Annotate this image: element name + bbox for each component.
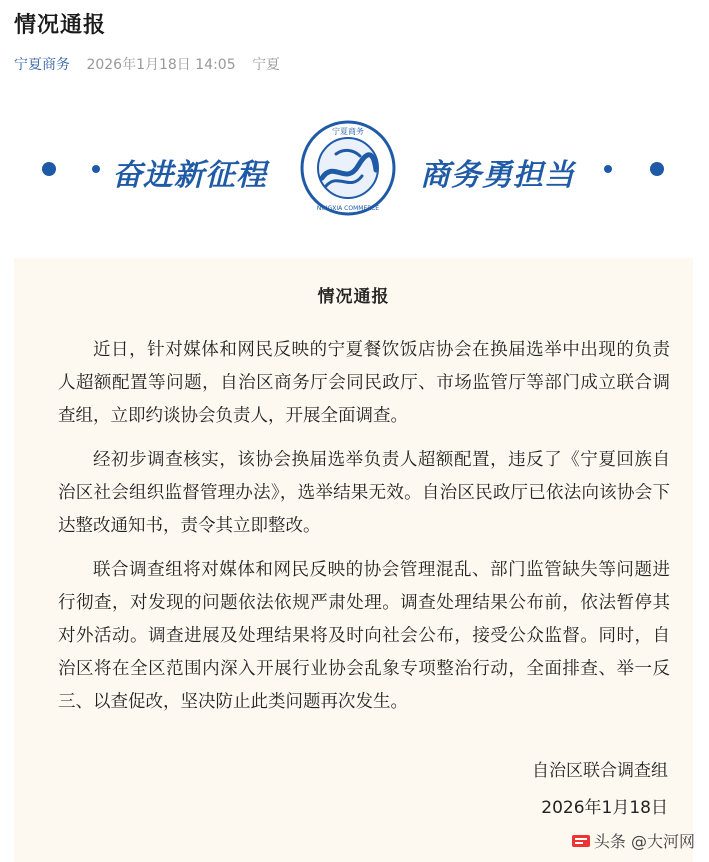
banner-right-slogan: 商务勇担当 <box>420 158 575 193</box>
banner-dot <box>42 162 56 176</box>
signature-date: 2026年1月18日 <box>541 798 668 818</box>
paragraph-2: 经初步调查核实，该协会换届选举负责人超额配置，违反了《宁夏回族自治区社会组织监督管理办法》，选举结果无效。自治区民政厅已依法向该协会下达整改通知书，责令其立即整改。 <box>58 450 670 536</box>
publish-time: 2026年1月18日 14:05 <box>86 57 236 73</box>
banner-left-slogan: 奋进新征程 <box>112 158 267 193</box>
logo-text-top: 宁夏商务 <box>332 127 364 136</box>
ningxia-commerce-logo <box>300 120 396 216</box>
watermark-text: 头条 @大河网 <box>593 832 695 851</box>
banner-dot <box>650 162 664 176</box>
page-title: 情况通报 <box>14 13 107 38</box>
toutiao-logo-icon <box>572 833 590 849</box>
paragraph-3: 联合调查组将对媒体和网民反映的协会管理混乱、部门监管缺失等问题进行彻查，对发现的问题依法依规严肃处理。调查处理结果公布前，依法暂停其对外活动。调查进展及处理结果将及时向社会公布，接受公众监督。同时，自治区将在全区范围内深入开展行业协会乱象专项整治行动，全面排查、举一反三、以查促改，坚决防止此类问题再次发生。 <box>58 560 670 712</box>
signature-organization: 自治区联合调查组 <box>532 761 668 781</box>
source-link[interactable]: 宁夏商务 <box>14 57 70 73</box>
banner-dot <box>92 165 100 173</box>
paragraph-1: 近日，针对媒体和网民反映的宁夏餐饮饭店协会在换届选举中出现的负责人超额配置等问题，自治区商务厅会同民政厅、市场监管厅等部门成立联合调查组，立即约谈协会负责人，开展全面调查。 <box>58 340 670 426</box>
banner-image <box>0 100 709 250</box>
logo-text-bottom: NINGXIA COMMERCE <box>316 205 380 212</box>
article-meta <box>14 54 280 74</box>
publish-location: 宁夏 <box>252 57 281 73</box>
document-title: 情况通报 <box>317 287 390 307</box>
notice-document <box>14 258 693 862</box>
banner-dot <box>604 165 612 173</box>
watermark <box>572 829 695 852</box>
